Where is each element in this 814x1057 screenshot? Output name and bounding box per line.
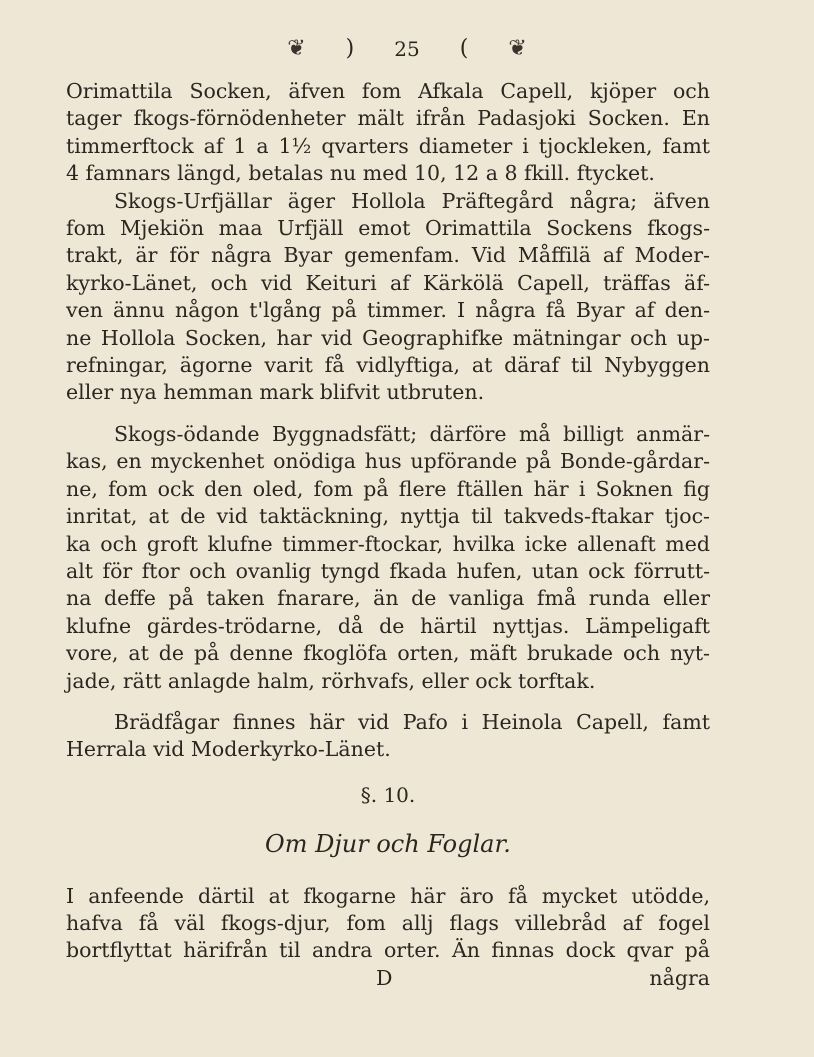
text-line: ka och groft klufne timmer-ftockar, hvilka icke allenaft med <box>66 531 710 556</box>
section-number: §. 10. <box>360 782 416 807</box>
right-bracket: ( <box>459 36 469 61</box>
page-footer <box>66 965 710 992</box>
text-line: timmerftock af 1 a 1½ qvarters diameter i tjockleken, famt <box>66 133 710 158</box>
paragraph-djur <box>66 883 710 965</box>
paragraph-skogs-urfjallar <box>66 188 710 407</box>
text-line: hafva få väl fkogs-djur, fom allj flags villebråd af fogel <box>66 910 710 935</box>
ornament-icon: ❦ <box>287 36 306 61</box>
text-line: tager fkogs-förnödenheter mält ifrån Padasjoki Socken. En <box>66 106 710 131</box>
left-bracket: ) <box>345 36 355 61</box>
paragraph-orimattila <box>66 78 710 188</box>
text-line: Skogs-Urfjällar äger Hollola Präftegård några; äfven <box>114 188 710 213</box>
text-line: refningar, ägorne varit få vidlyftiga, at däraf til Nybyggen <box>66 353 710 378</box>
page-header <box>0 36 814 61</box>
text-line: trakt, är för några Byar gemenfam. Vid Måffilä af Moder- <box>66 243 710 268</box>
page-number: 25 <box>394 36 420 61</box>
text-line: jade, rätt anlagde halm, rörhvafs, eller ock torftak. <box>66 668 596 693</box>
paragraph-skogs-odande <box>66 421 710 695</box>
text-line: ne, fom ock den oled, fom på flere ftällen här i Soknen fig <box>66 476 710 501</box>
section-title: Om Djur och Foglar. <box>265 830 511 859</box>
text-line: alt för ftor och ovanlig tyngd fkada hufen, utan ock förrutt- <box>66 558 710 583</box>
text-line: klufne gärdes-trödarne, då de härtil nyttjas. Lämpeligaft <box>66 613 710 638</box>
text-line: kyrko-Länet, och vid Keituri af Kärkölä Capell, träffas äf- <box>66 270 710 295</box>
text-line: ven ännu någon t'lgång på timmer. I några få Byar af den- <box>66 298 710 323</box>
ornament-icon: ❦ <box>508 36 527 61</box>
body-text <box>66 78 710 992</box>
text-line: fom Mjekiön maa Urfjäll emot Orimattila Sockens fkogs- <box>66 216 710 241</box>
signature-mark: D <box>376 965 393 990</box>
text-line: I anfeende därtil at fkogarne här äro få mycket utödde, <box>66 883 710 908</box>
text-line: bortflyttat härifrån til andra orter. Än finnas dock qvar på <box>66 938 710 963</box>
text-line: ne Hollola Socken, har vid Geographifke mätningar och up- <box>66 325 710 350</box>
text-line: Brädfågar finnes här vid Pafo i Heinola Capell, famt <box>114 709 710 734</box>
paragraph-bradfagar <box>66 709 710 764</box>
text-line: vore, at de på denne fkoglöfa orten, mäft brukade och nyt- <box>66 641 710 666</box>
text-line: kas, en myckenhet onödiga hus upförande på Bonde-gårdar- <box>66 449 710 474</box>
text-line: 4 famnars längd, betalas nu med 10, 12 a 8 fkill. ftycket. <box>66 161 655 186</box>
text-line: Orimattila Socken, äfven fom Afkala Capell, kjöper och <box>66 79 710 103</box>
catchword: några <box>649 965 710 990</box>
text-line: Skogs-ödande Byggnadsfätt; därföre må billigt anmär- <box>114 421 710 446</box>
text-line: na deffe på taken fnarare, än de vanliga fmå runda eller <box>66 586 710 611</box>
text-line: inritat, at de vid taktäckning, nyttja til takveds-ftakar tjoc- <box>66 504 710 529</box>
text-line: Herrala vid Moderkyrko-Länet. <box>66 737 391 762</box>
text-line: eller nya hemman mark blifvit utbruten. <box>66 380 485 405</box>
